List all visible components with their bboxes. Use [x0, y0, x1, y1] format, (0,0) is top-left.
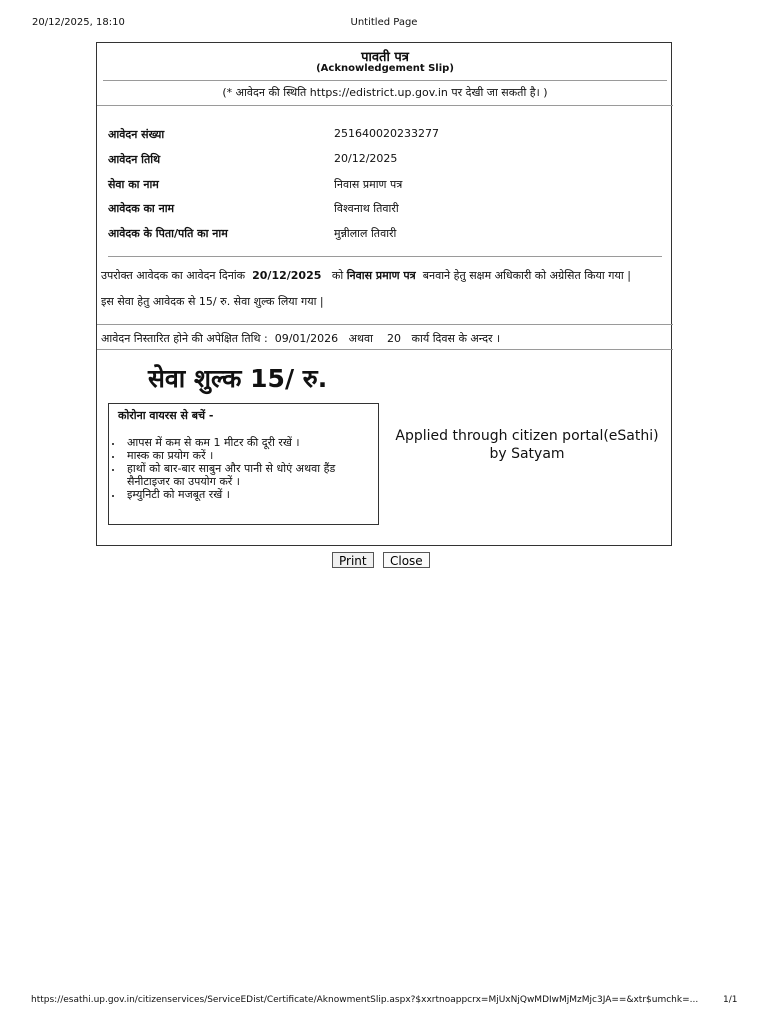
- detail-value: विश्वनाथ तिवारी: [334, 202, 399, 215]
- close-button[interactable]: Close: [383, 552, 430, 568]
- expected-days: 20: [387, 332, 402, 345]
- print-button[interactable]: Print: [332, 552, 374, 568]
- list-item: • इम्युनिटी को मजबूत रखें ।: [123, 488, 373, 501]
- print-page-number: 1/1: [723, 995, 738, 1005]
- list-item: • आपस में कम से कम 1 मीटर की दूरी रखें ।: [123, 436, 373, 449]
- divider: [97, 349, 673, 350]
- corona-advisory-title: कोरोना वायरस से बचें -: [118, 409, 214, 422]
- forward-text: बनवाने हेतु सक्षम अधिकारी को अग्रेसित किया गया |: [422, 269, 631, 282]
- forward-service: निवास प्रमाण पत्र: [346, 269, 416, 282]
- list-item: • मास्क का प्रयोग करें ।: [123, 449, 373, 462]
- print-footer-url: https://esathi.up.gov.in/citizenservices/ServiceEDist/Certificate/AknowmentSlip.aspx?$xxrtnoappcrx=MjUxNjQwMDIwMjMzMjc3JA==&xtr$umchk=...: [31, 995, 699, 1005]
- print-page-title: Untitled Page: [350, 17, 418, 28]
- expected-or: अथवा: [348, 332, 374, 345]
- slip-subtitle: (Acknowledgement Slip): [316, 63, 454, 74]
- divider: [97, 105, 673, 106]
- divider: [103, 80, 667, 81]
- list-item: • हाथों को बार-बार साबुन और पानी से धोएं अथवा हैंड सैनीटाइजर का उपयोग करें ।: [123, 462, 373, 488]
- detail-label: आवेदन संख्या: [108, 128, 165, 141]
- forwarding-statement: [101, 268, 631, 283]
- slip-title: पावती पत्र: [361, 50, 409, 65]
- divider: [97, 324, 673, 325]
- expected-disposal-date: [101, 331, 500, 346]
- detail-label: आवेदन तिथि: [108, 153, 161, 166]
- detail-value: 251640020233277: [334, 127, 439, 140]
- detail-value: 20/12/2025: [334, 152, 398, 165]
- forward-text: उपरोक्त आवेदक का आवेदन दिनांक: [101, 269, 246, 282]
- corona-advisory-list: [109, 436, 373, 501]
- acknowledgement-slip: [96, 42, 672, 546]
- corona-advisory-box: [108, 403, 379, 525]
- detail-value: मुन्नीलाल तिवारी: [334, 227, 397, 240]
- divider: [108, 256, 662, 257]
- detail-label: आवेदक का नाम: [108, 202, 175, 215]
- forward-text: को: [331, 269, 344, 282]
- expected-date: 09/01/2026: [274, 332, 339, 345]
- status-note: (* आवेदन की स्थिति https://edistrict.up.gov.in पर देखी जा सकती है। ): [222, 86, 548, 99]
- applied-through-note: Applied through citizen portal(eSathi) by Satyam: [395, 428, 659, 462]
- detail-value: निवास प्रमाण पत्र: [334, 178, 403, 191]
- print-datetime: 20/12/2025, 18:10: [32, 17, 125, 28]
- service-fee-heading: सेवा शुल्क 15/ रु.: [148, 364, 328, 393]
- detail-label: सेवा का नाम: [108, 178, 159, 191]
- forward-date: 20/12/2025: [252, 269, 322, 282]
- detail-label: आवेदक के पिता/पति का नाम: [108, 227, 228, 240]
- expected-label: आवेदन निस्तारित होने की अपेक्षित तिथि :: [101, 332, 268, 345]
- fee-statement: इस सेवा हेतु आवेदक से 15/ रु. सेवा शुल्क लिया गया |: [101, 295, 324, 308]
- expected-suffix: कार्य दिवस के अन्दर ।: [411, 332, 501, 345]
